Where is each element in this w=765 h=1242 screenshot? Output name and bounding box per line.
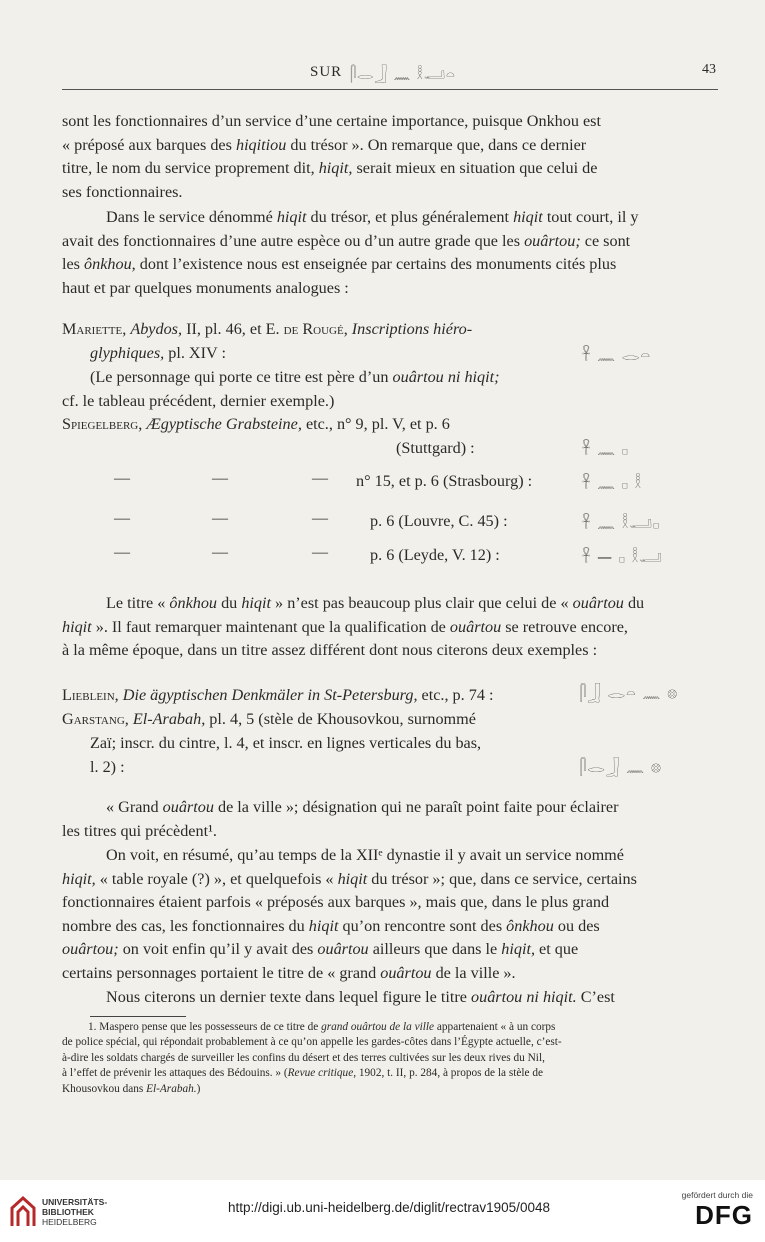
permalink-link[interactable]: http://digi.ub.uni-heidelberg.de/diglit/rectrav1905/0048 bbox=[228, 1200, 550, 1215]
paragraph-2 bbox=[62, 206, 718, 300]
running-header bbox=[62, 58, 720, 86]
footnote-line: de police spécial, qui répondait probablement à ce qu’on appelle les gardes-côtes dans l’Égypte actuelle, c’est- bbox=[62, 1036, 562, 1049]
hieroglyph-group-icon: 𓋴𓂋𓃀 𓈖 𓊖 bbox=[580, 758, 663, 776]
reference-mariette: Mariette, Abydos, II, pl. 46, et E. de Rougé, Inscriptions hiéro- bbox=[62, 320, 473, 338]
footnote-rule bbox=[90, 1016, 186, 1017]
text-line: avait des fonctionnaires d’une autre espèce ou d’un autre grade que les ouârtou; ce sont bbox=[62, 231, 631, 250]
reference-strasbourg: n° 15, et p. 6 (Strasbourg) : bbox=[356, 472, 533, 490]
paragraph-5 bbox=[62, 844, 718, 986]
ditto-dash: — bbox=[312, 544, 328, 561]
running-title-text: SUR bbox=[310, 63, 343, 80]
reference-lieblein: Lieblein, Die ägyptischen Denkmäler in St-Petersburg, etc., p. 74 : bbox=[62, 686, 494, 704]
text-line: Le titre « ônkhou du hiqit » n’est pas beaucoup plus clair que celui de « ouârtou du bbox=[106, 594, 645, 612]
paragraph-1 bbox=[62, 110, 718, 204]
text-line: fonctionnaires étaient parfois « préposés aux barques », mais que, dans le plus grand bbox=[62, 893, 610, 912]
text-line: certains personnages portaient le titre de « grand ouârtou de la ville ». bbox=[62, 963, 516, 982]
ditto-dash: — bbox=[114, 544, 130, 561]
text-line: Dans le service dénommé hiqit du trésor, et plus généralement hiqit tout court, il y bbox=[106, 208, 639, 226]
dfg-logo: DFG bbox=[695, 1200, 753, 1230]
reference-leyde: p. 6 (Leyde, V. 12) : bbox=[370, 546, 500, 564]
reference-stuttgard: (Stuttgard) : bbox=[396, 439, 475, 457]
hieroglyph-group-icon: 𓋴𓃀 𓂋𓏏 𓈖 𓊖 bbox=[580, 684, 679, 702]
hieroglyph-group-icon: 𓋹 𓈖 𓊪 𓎛 bbox=[582, 474, 643, 492]
university-library-name: UNIVERSITÄTS- BIBLIOTHEK HEIDELBERG bbox=[42, 1197, 108, 1227]
paragraph-6 bbox=[62, 986, 718, 1010]
running-title bbox=[310, 60, 456, 84]
text-line: hiqit ». Il faut remarquer maintenant que la qualification de ouârtou se retrouve encore, bbox=[62, 617, 628, 636]
ditto-dash: — bbox=[312, 470, 328, 487]
reference-garstang-line: l. 2) : bbox=[90, 758, 125, 776]
ditto-dash: — bbox=[212, 544, 228, 561]
header-rule bbox=[62, 89, 718, 90]
ditto-dash: — bbox=[114, 470, 130, 487]
text-line: nombre des cas, les fonctionnaires du hiqit qu’on rencontre sont des ônkhou ou des bbox=[62, 916, 600, 935]
ditto-dash: — bbox=[312, 510, 328, 527]
hieroglyph-group-icon: 𓋹 𓈖 𓂋𓏏 bbox=[582, 346, 651, 364]
digitization-footer bbox=[0, 1180, 765, 1242]
footnote-line: à l’effet de prévenir les attaques des Bédouins. » (Revue critique, 1902, t. II, p. 284, à propos de la stèle de bbox=[62, 1067, 544, 1080]
reference-note: (Le personnage qui porte ce titre est père d’un ouârtou ni hiqit; bbox=[90, 368, 500, 386]
footnote-line: Khousovkou dans El-Arabah.) bbox=[62, 1082, 201, 1095]
hieroglyph-group-icon: 𓋹 𓈖 𓊪 bbox=[582, 440, 629, 458]
text-line: « Grand ouârtou de la ville »; désignation qui ne paraît point faite pour éclairer bbox=[106, 798, 619, 816]
footnote bbox=[62, 1020, 718, 1097]
page-number: 43 bbox=[702, 62, 716, 77]
paragraph-4 bbox=[62, 796, 718, 843]
reference-spiegelberg: Spiegelberg, Ægyptische Grabsteine, etc., n° 9, pl. V, et p. 6 bbox=[62, 415, 450, 433]
text-line: On voit, en résumé, qu’au temps de la XIIᵉ dynastie il y avait un service nommé bbox=[106, 846, 624, 864]
hieroglyph-title-icon: 𓋴𓂋𓃀 𓈖 𓎛𓂝𓏏 bbox=[350, 67, 456, 83]
text-line: hiqit, « table royale (?) », et quelquefois « hiqit du trésor »; que, dans ce service, certains bbox=[62, 869, 637, 888]
university-library-logo-icon bbox=[8, 1194, 38, 1230]
footnote-line: 1. Maspero pense que les possesseurs de ce titre de grand ouârtou de la ville appartenaient « à un corps bbox=[88, 1021, 556, 1033]
reference-louvre: p. 6 (Louvre, C. 45) : bbox=[370, 512, 508, 530]
text-line: titre, le nom du service proprement dit, hiqit, serait mieux en situation que celui de bbox=[62, 159, 598, 178]
hieroglyph-group-icon: 𓋹 — 𓊪 𓎛𓂝 bbox=[582, 548, 663, 566]
ditto-dash: — bbox=[212, 510, 228, 527]
text-line: sont les fonctionnaires d’un service d’une certaine importance, puisque Onkhou est bbox=[62, 112, 601, 130]
text-line: Nous citerons un dernier texte dans lequel figure le titre ouârtou ni hiqit. C’est bbox=[106, 988, 615, 1006]
funding-note: gefördert durch die bbox=[681, 1190, 753, 1200]
reference-mariette-cont: glyphiques, pl. XIV : bbox=[90, 344, 226, 362]
text-line: haut et par quelques monuments analogues : bbox=[62, 278, 349, 297]
hieroglyph-group-icon: 𓋹 𓈖 𓎛𓂝𓊪 bbox=[582, 514, 661, 532]
text-line: ouârtou; on voit enfin qu’il y avait des ouârtou ailleurs que dans le hiqit, et que bbox=[62, 940, 579, 959]
reference-note-cont: cf. le tableau précédent, dernier exemple.) bbox=[62, 392, 335, 410]
reference-garstang-cont: Zaï; inscr. du cintre, l. 4, et inscr. en lignes verticales du bas, bbox=[90, 734, 482, 752]
paragraph-3 bbox=[62, 592, 718, 663]
text-line: les ônkhou, dont l’existence nous est enseignée par certains des monuments cités plus bbox=[62, 255, 617, 274]
ditto-dash: — bbox=[212, 470, 228, 487]
text-line: ses fonctionnaires. bbox=[62, 182, 183, 201]
ditto-dash: — bbox=[114, 510, 130, 527]
text-line: « préposé aux barques des hiqitiou du trésor ». On remarque que, dans ce dernier bbox=[62, 135, 587, 154]
text-line: les titres qui précèdent¹. bbox=[62, 821, 217, 840]
text-line: à la même époque, dans un titre assez différent dont nous citerons deux exemples : bbox=[62, 641, 598, 660]
reference-garstang: Garstang, El-Arabah, pl. 4, 5 (stèle de Khousovkou, surnommé bbox=[62, 710, 476, 728]
footnote-line: à-dire les soldats chargés de surveiller les confins du désert et des terres cultivées sur les deux rives du Nil, bbox=[62, 1051, 545, 1064]
